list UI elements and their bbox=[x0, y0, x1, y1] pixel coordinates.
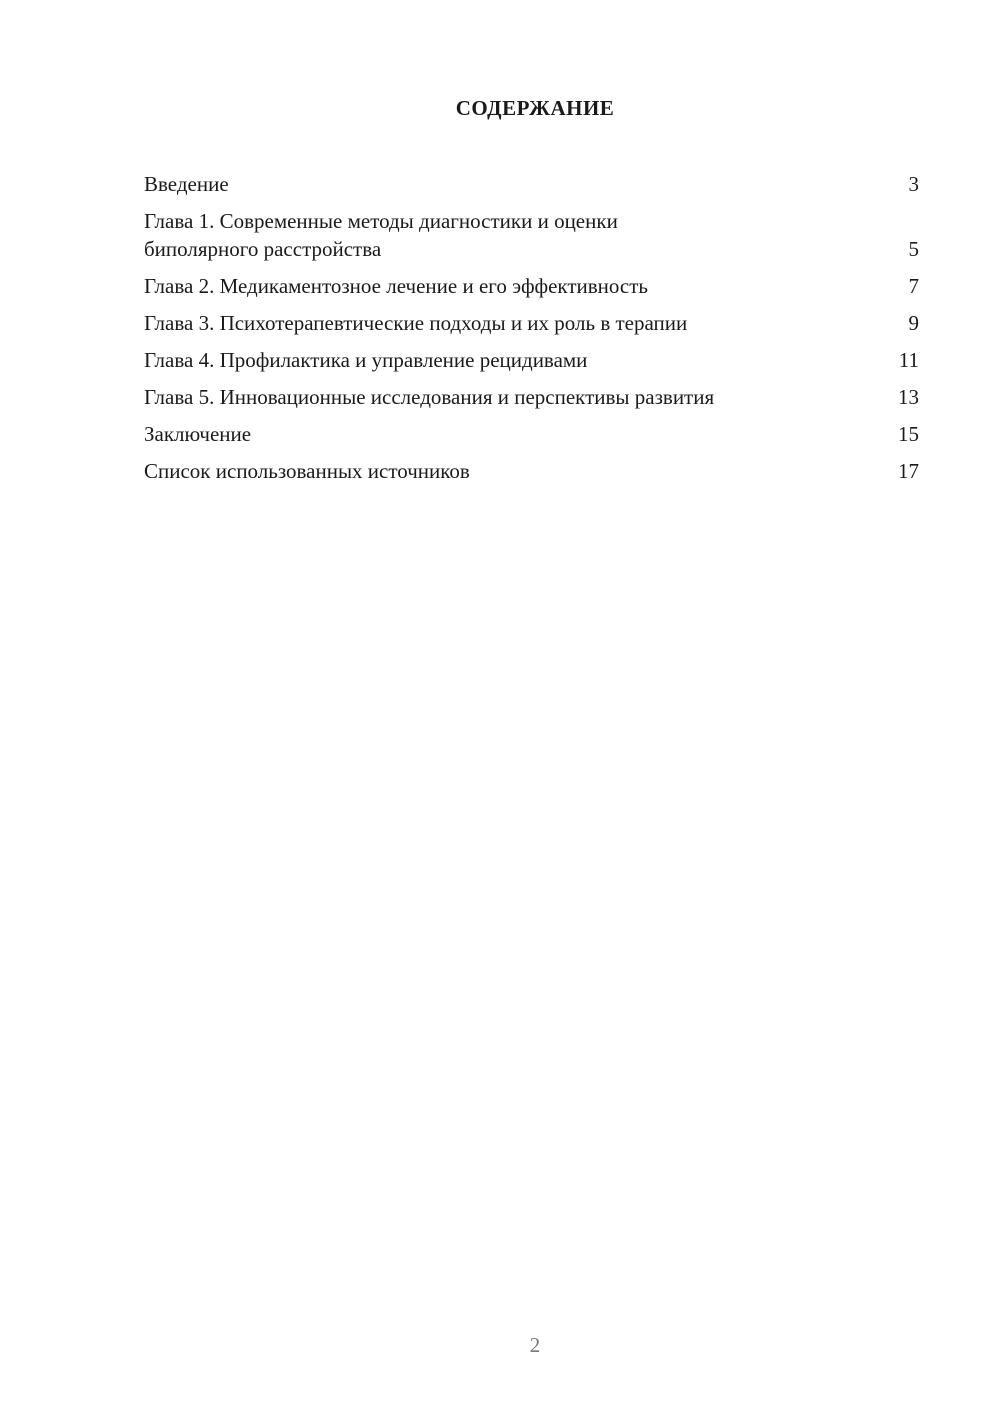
toc-entry-text bbox=[144, 346, 844, 374]
toc-entry-text bbox=[144, 457, 844, 485]
toc-entry-line: Глава 1. Современные методы диагностики и оценки bbox=[144, 209, 618, 233]
toc-entry-chapter-4[interactable] bbox=[144, 346, 919, 374]
page-title: СОДЕРЖАНИЕ bbox=[455, 96, 615, 120]
toc-entry-page-number: 3 bbox=[908, 172, 919, 196]
toc-entry-chapter-1[interactable] bbox=[144, 207, 919, 263]
toc-entry-page-number: 15 bbox=[898, 422, 919, 446]
toc-entry-line: Глава 2. Медикаментозное лечение и его эффективность bbox=[144, 274, 648, 298]
toc-entry-introduction[interactable] bbox=[144, 170, 919, 198]
toc-entry-page-number: 11 bbox=[898, 348, 919, 372]
toc-entry-chapter-3[interactable] bbox=[144, 309, 919, 337]
toc-entry-page-number: 7 bbox=[908, 274, 919, 298]
toc-entry-text bbox=[144, 383, 844, 411]
toc-entry-line: Глава 5. Инновационные исследования и перспективы развития bbox=[144, 385, 715, 409]
toc-entry-text bbox=[144, 420, 844, 448]
toc-entry-conclusion[interactable] bbox=[144, 420, 919, 448]
toc-entry-text bbox=[144, 272, 844, 300]
toc-entry-chapter-5[interactable] bbox=[144, 383, 919, 411]
toc-entry-chapter-2[interactable] bbox=[144, 272, 919, 300]
toc-entry-page-number: 13 bbox=[898, 385, 919, 409]
toc-entry-line: Введение bbox=[144, 172, 229, 196]
toc-entry-text bbox=[144, 207, 844, 263]
page-number: 2 bbox=[529, 1333, 541, 1357]
toc-entry-line: Заключение bbox=[144, 422, 252, 446]
toc-entry-text bbox=[144, 170, 844, 198]
toc-entry-page-number: 17 bbox=[898, 459, 919, 483]
table-of-contents bbox=[144, 170, 919, 494]
toc-entry-line: Глава 3. Психотерапевтические подходы и их роль в терапии bbox=[144, 311, 688, 335]
toc-entry-text bbox=[144, 309, 844, 337]
toc-entry-references[interactable] bbox=[144, 457, 919, 485]
toc-entry-line: Список использованных источников bbox=[144, 459, 470, 483]
toc-entry-page-number: 5 bbox=[908, 237, 919, 261]
toc-entry-line: биполярного расстройства bbox=[144, 237, 382, 261]
toc-entry-line: Глава 4. Профилактика и управление рецидивами bbox=[144, 348, 588, 372]
toc-entry-page-number: 9 bbox=[908, 311, 919, 335]
